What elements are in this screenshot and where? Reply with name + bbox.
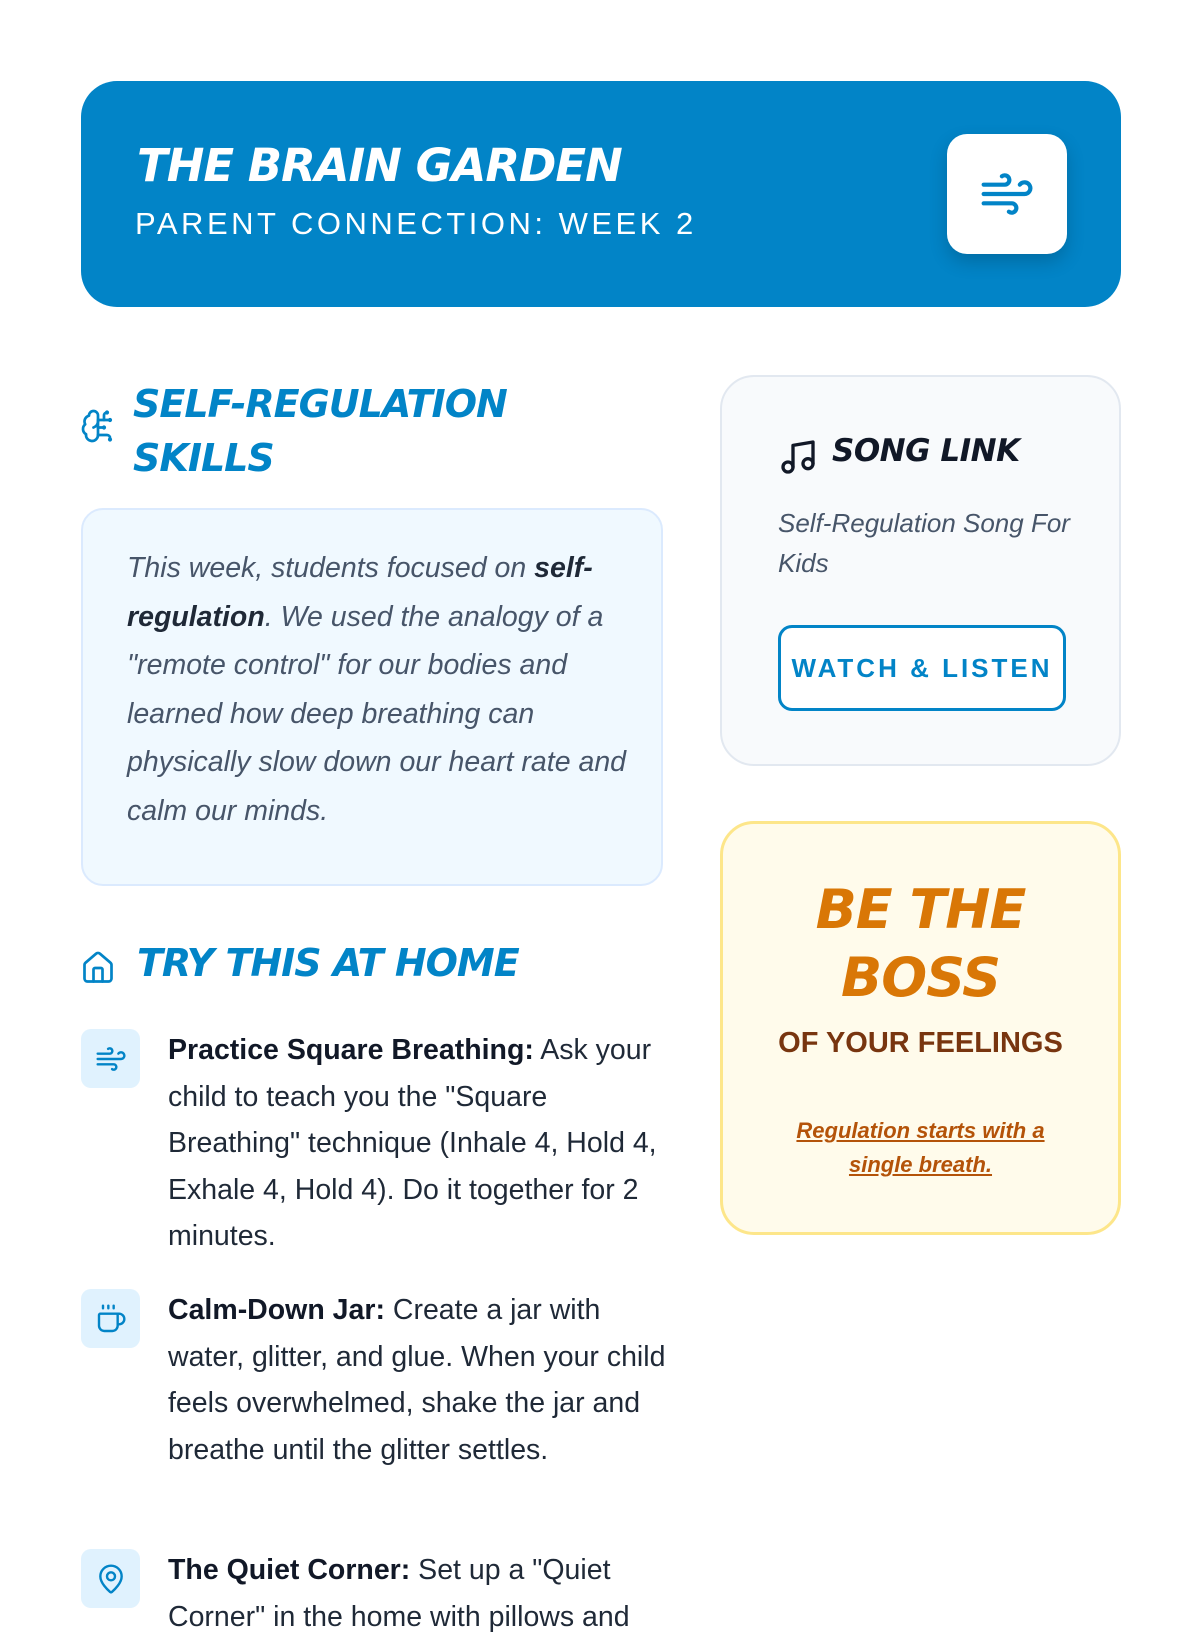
page-title: THE BRAIN GARDEN [137,139,622,192]
wind-icon [95,1043,127,1075]
tip-text [168,1547,671,1640]
summary-highlight: self-regulation [127,552,593,633]
song-description: Self-Regulation Song For Kids [778,508,1070,578]
boss-line-2: BOSS [841,946,1000,1009]
boss-line-1: BE THE [815,878,1026,941]
header-banner [81,81,1121,307]
summary-rest: . We used the analogy of a "remote control" for our bodies and learned how deep breathing can physically slow down our heart rate and calm our minds. [127,600,627,827]
brain-icon [80,408,116,444]
home-icon [80,950,116,986]
boss-subheadline [723,1024,1118,1063]
tip-text [168,1027,671,1260]
song-link-title: SONG LINK [832,433,1020,469]
tip-heading: Practice Square Breathing: [168,1034,534,1066]
section-title-try-at-home: TRY THIS AT HOME [137,941,519,985]
tip-body: Ask your child to teach you the "Square Breathing" technique (Inhale 4, Hold 4, Exhale 4, Hold 4). Do it together for 2 minutes. [168,1034,657,1252]
tip-body: Set up a "Quiet Corner" in the home with pillows and [168,1554,630,1633]
be-the-boss-card [720,821,1121,1235]
tip-heading: The Quiet Corner: [168,1554,411,1586]
page-subtitle: PARENT CONNECTION: WEEK 2 [135,206,697,241]
header-icon-box [947,134,1067,254]
summary-intro: This week, students focused on [127,552,535,584]
watch-listen-button[interactable]: WATCH & LISTEN [778,625,1066,711]
boss-headline [723,876,1118,1012]
cup-icon [95,1303,127,1335]
boss-tagline: Regulation starts with a single breath. [796,1118,1045,1177]
tip-icon-box [81,1029,140,1088]
tip-icon-box [81,1289,140,1348]
song-link-card [720,375,1121,766]
boss-line-3: OF YOUR FEELINGS [778,1027,1063,1059]
summary-box [81,508,663,886]
tip-icon-box [81,1549,140,1608]
tip-heading: Calm-Down Jar: [168,1294,385,1326]
section-title-self-regulation: SELF-REGULATION SKILLS [133,382,507,480]
wind-icon [975,166,1039,222]
summary-text [127,544,627,835]
map-pin-icon [95,1563,127,1595]
tip-text [168,1287,671,1473]
tip-body: Create a jar with water, glitter, and glue. When your child feels overwhelmed, shake the jar and breathe until the glitter settles. [168,1294,666,1466]
music-note-icon [778,437,818,477]
